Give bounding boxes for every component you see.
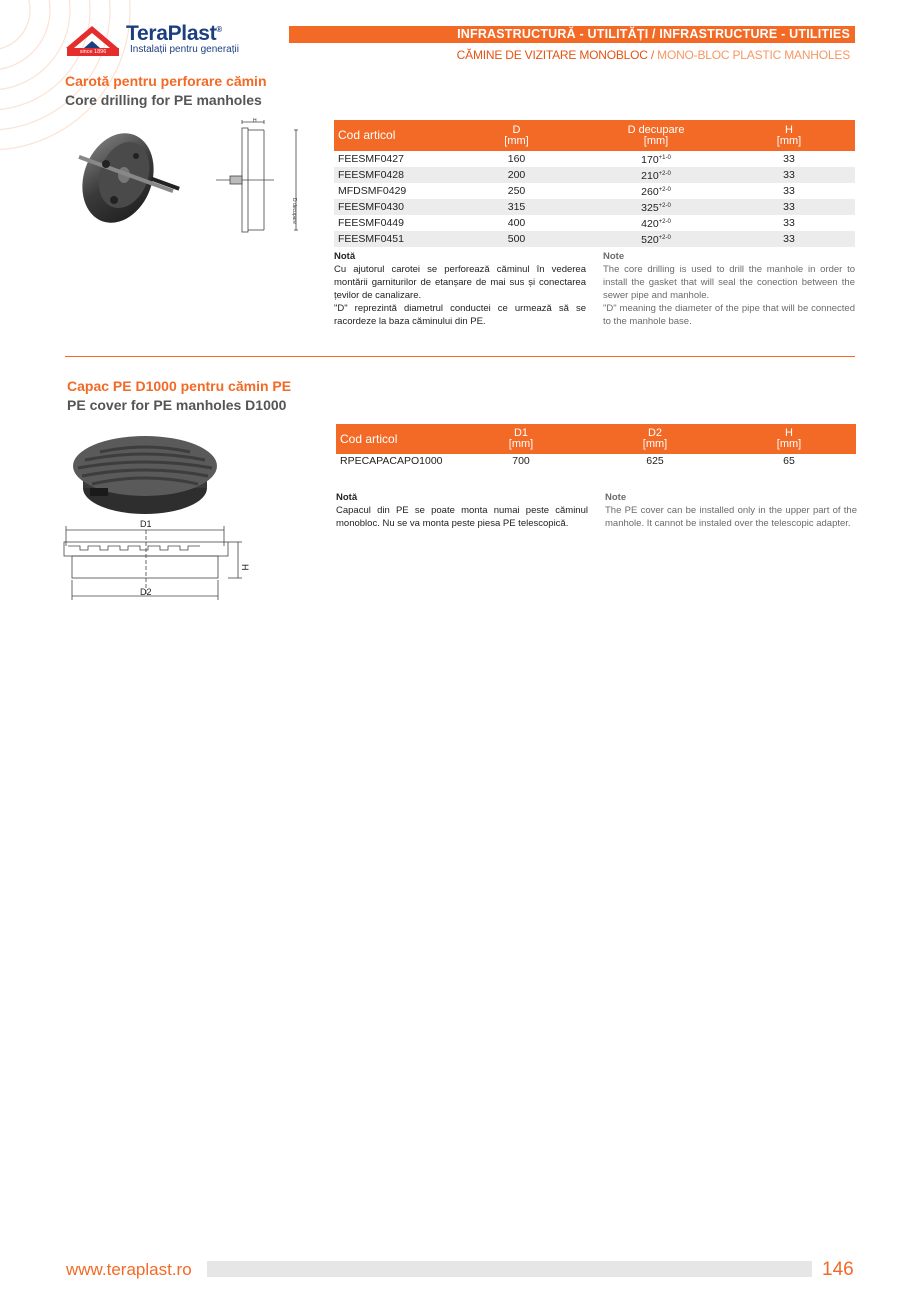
section1-note-ro: Notă Cu ajutorul carotei se perforează căminul în vederea montării garniturilor de etanșare de mai sus și conectarea țevilor de canalizare. "D" reprezintă diametrul conductei ce urmează să se racordeze la baza căminului din PE.: [334, 251, 586, 327]
col-header: Cod articol: [340, 431, 398, 446]
table-row: [334, 199, 855, 215]
col-header: D1 [mm]: [508, 427, 534, 450]
cell-d2: 625: [646, 455, 664, 467]
subcategory: CĂMINE DE VIZITARE MONOBLOC / MONO-BLOC PLASTIC MANHOLES: [456, 48, 850, 62]
cell-code: RPECAPACAPO1000: [340, 455, 443, 467]
drawing-label-d1: D1: [140, 519, 152, 529]
cell-d1: 700: [512, 455, 530, 467]
cell-d: 200: [507, 169, 526, 181]
col-header: H [mm]: [776, 427, 802, 450]
logo-since: since 1896: [67, 48, 119, 56]
cell-h: 33: [783, 233, 795, 245]
table-row: [334, 167, 855, 183]
drawing-label-h: H: [253, 118, 257, 124]
cell-d: 400: [507, 217, 526, 229]
col-header: D2 [mm]: [642, 427, 668, 450]
cell-d-decupare: $420^{+2-0}$: [641, 218, 671, 230]
cell-h: 33: [783, 153, 795, 165]
table-row: [336, 454, 856, 468]
cell-d-decupare: $260^{+2-0}$: [641, 186, 671, 198]
section1-title-ro: Carotă pentru perforare cămin: [65, 73, 267, 89]
cell-d: 500: [507, 233, 526, 245]
core-drill-drawing: [214, 118, 306, 238]
cell-d-decupare: $170^{+1-0}$: [641, 154, 671, 166]
cell-d: 315: [507, 201, 526, 213]
drawing-label-d: D decupare: [291, 198, 297, 224]
logo-name: TeraPlast®: [126, 22, 222, 45]
section2-title-ro: Capac PE D1000 pentru cămin PE: [67, 378, 292, 394]
category-title: INFRASTRUCTURĂ - UTILITĂȚI / INFRASTRUCTURE - UTILITIES: [457, 27, 850, 41]
cell-d-decupare: $210^{+2-0}$: [641, 170, 671, 182]
table-row: [334, 231, 855, 247]
cell-d-decupare: $325^{+2-0}$: [641, 202, 671, 214]
col-header: D [mm]: [504, 123, 529, 147]
table-row: [334, 151, 855, 167]
cell-h: 33: [783, 201, 795, 213]
core-drill-photo: [66, 120, 186, 230]
cell-h: 33: [783, 217, 795, 229]
section2-title-en: PE cover for PE manholes D1000: [67, 397, 287, 413]
teraplast-logo[interactable]: [64, 22, 244, 58]
section2-note-en: Note The PE cover can be installed only in the upper part of the manhole. It cannot be instaled over the telescopic adapter.: [605, 492, 857, 529]
drawing-label-h: H: [240, 564, 250, 571]
table-row: [334, 183, 855, 199]
col-header: Cod articol: [338, 128, 396, 142]
section-divider: [65, 356, 855, 357]
page-number: 146: [822, 1259, 854, 1280]
logo-tagline: Instalații pentru generații: [130, 44, 239, 55]
section1-note-en: Note The core drilling is used to drill the manhole in order to install the gasket that will seal the conection between the sewer pipe and manhole. "D" meaning the diameter of the pipe that will be connected to the manhole base.: [603, 251, 855, 327]
pe-cover-table: [336, 424, 856, 468]
footer-bar: [207, 1261, 812, 1277]
cell-code: FEESMF0449: [338, 217, 404, 229]
cell-d: 160: [507, 153, 526, 165]
core-drill-table: [334, 120, 855, 247]
col-header: H [mm]: [776, 123, 802, 147]
category-bar: [289, 26, 855, 43]
section1-title-en: Core drilling for PE manholes: [65, 92, 262, 108]
cell-d-decupare: $520^{+2-0}$: [641, 234, 671, 246]
cell-h: 33: [783, 185, 795, 197]
pe-cover-drawing: [56, 516, 252, 602]
col-header: D decupare [mm]: [627, 123, 685, 147]
cell-h: 33: [783, 169, 795, 181]
pe-cover-photo: [70, 430, 220, 518]
footer-url[interactable]: www.teraplast.ro: [66, 1260, 192, 1279]
section2-note-ro: Notă Capacul din PE se poate monta numai peste căminul monobloc. Nu se va monta peste piesa PE telescopică.: [336, 492, 588, 529]
table-row: [334, 215, 855, 231]
cell-code: FEESMF0428: [338, 169, 404, 181]
cell-code: FEESMF0427: [338, 153, 404, 165]
cell-code: MFDSMF0429: [338, 185, 407, 197]
cell-code: FEESMF0451: [338, 233, 404, 245]
drawing-label-d2: D2: [140, 587, 152, 597]
cell-code: FEESMF0430: [338, 201, 404, 213]
cell-d: 250: [507, 185, 526, 197]
cell-h: 65: [783, 455, 795, 467]
